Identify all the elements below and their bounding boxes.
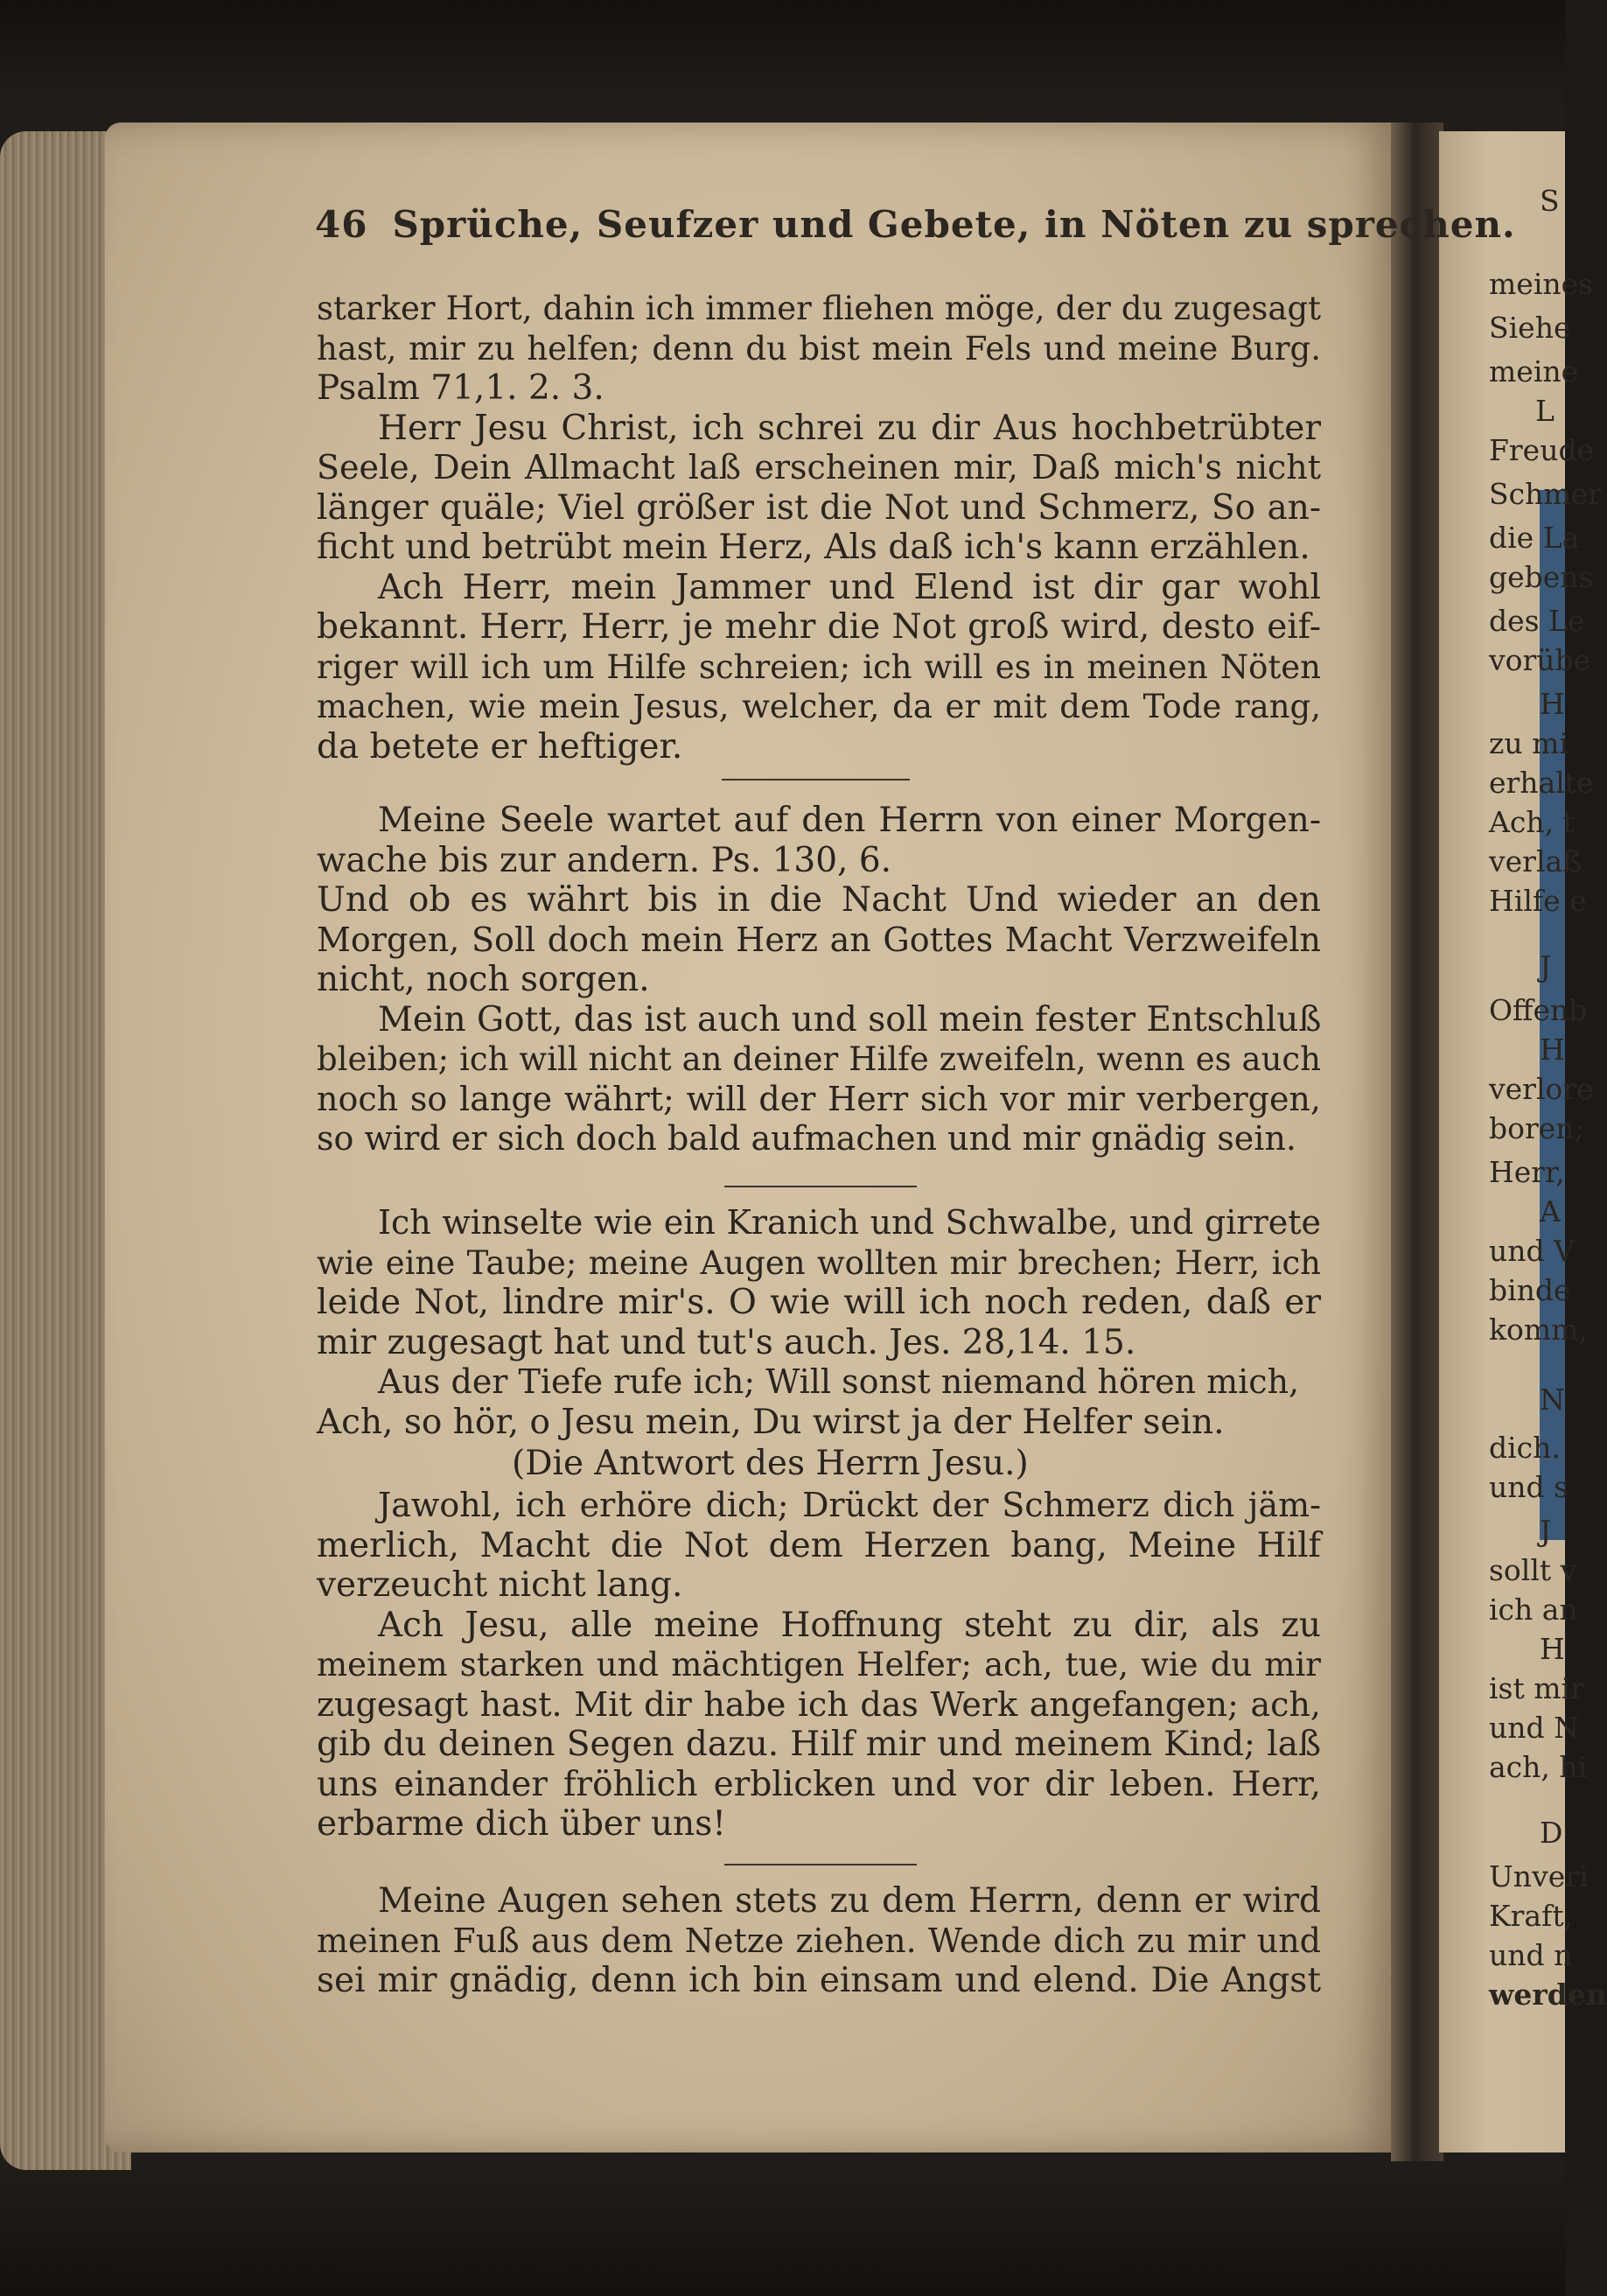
text-line: bekannt. Herr, Herr, je mehr die Not groß wird, desto eif-	[317, 607, 1321, 647]
text-block-3	[317, 1203, 1321, 1442]
right-page-fragment: Unveri	[1489, 1859, 1589, 1894]
right-page-fragment: Hilfe e	[1489, 884, 1587, 918]
text-line: Ich winselte wie ein Kranich und Schwalbe, und girrete	[378, 1203, 1321, 1242]
section-divider	[722, 779, 910, 780]
right-page-fragment: meines	[1489, 267, 1594, 301]
running-header	[315, 203, 1516, 246]
right-page-fragment: H	[1540, 1632, 1565, 1666]
text-line: riger will ich um Hilfe schreien; ich will es in meinen Nöten	[317, 648, 1321, 686]
right-page-fragment: L	[1535, 394, 1555, 428]
text-line: uns einander fröhlich erblicken und vor dir leben. Herr,	[317, 1764, 1321, 1804]
text-line: gib du deinen Segen dazu. Hilf mir und meinem Kind; laß	[317, 1725, 1321, 1764]
right-page-fragment: J	[1540, 949, 1552, 984]
text-line: nicht, noch sorgen.	[317, 960, 650, 999]
text-line: Meine Seele wartet auf den Herrn von einer Morgen-	[378, 801, 1321, 840]
text-line: zugesagt hast. Mit dir habe ich das Werk angefangen; ach,	[317, 1684, 1321, 1724]
right-page-fragment: H	[1540, 1032, 1565, 1067]
text-line: meinem starken und mächtigen Helfer; ach, tue, wie du mir	[317, 1646, 1321, 1684]
right-page-fragment: ist mir	[1489, 1671, 1584, 1705]
text-line: Und ob es währt bis in die Nacht Und wieder an den	[317, 880, 1321, 920]
right-page-fragment: verlore	[1489, 1072, 1594, 1106]
text-block-2	[317, 801, 1321, 1159]
text-line: Ach Herr, mein Jammer und Elend ist dir gar wohl	[378, 567, 1321, 607]
right-page-fragment: Offenb	[1489, 993, 1588, 1027]
text-line: leide Not, lindre mir's. O wie will ich noch reden, daß er	[317, 1283, 1321, 1322]
header-title: Sprüche, Seufzer und Gebete, in Nöten zu sprechen.	[392, 203, 1516, 246]
right-page-fragment: H	[1540, 687, 1565, 721]
text-line: Seele, Dein Allmacht laß erscheinen mir, Daß mich's nicht	[317, 448, 1321, 486]
text-line: Psalm 71,1. 2. 3.	[317, 368, 604, 408]
text-line: machen, wie mein Jesus, welcher, da er mit dem Tode rang,	[317, 688, 1321, 725]
right-page-fragment: Ach, t	[1489, 805, 1575, 839]
right-page-fragment: zu mi	[1489, 726, 1569, 760]
text-line: bleiben; ich will nicht an deiner Hilfe zweifeln, wenn es auch	[317, 1040, 1321, 1078]
right-page-fragment: boren;	[1489, 1111, 1584, 1145]
right-page-fragment: verlaß	[1489, 844, 1583, 878]
right-page-fragment: und V	[1489, 1234, 1575, 1268]
right-page-fragment: Kraft,	[1489, 1899, 1574, 1933]
right-page-fragment: N	[1540, 1382, 1565, 1417]
text-line: so wird er sich doch bald aufmachen und mir gnädig sein.	[317, 1119, 1296, 1158]
right-page-fragment: sollt v	[1489, 1553, 1577, 1587]
book-gutter	[1391, 122, 1443, 2161]
text-line: da betete er heftiger.	[317, 726, 683, 766]
right-page-fragment: und N	[1489, 1711, 1579, 1745]
right-page-fragment: A	[1540, 1194, 1561, 1228]
right-page-fragment: S	[1540, 184, 1560, 218]
text-line: Ach, so hör, o Jesu mein, Du wirst ja der Helfer sein.	[317, 1402, 1225, 1442]
text-line: Mein Gott, das ist auch und soll mein fester Entschluß	[378, 999, 1322, 1040]
text-line: hast, mir zu helfen; denn du bist mein Fels und meine Burg.	[317, 329, 1321, 368]
right-page-fragment: binde	[1489, 1273, 1571, 1307]
right-page-fragment: Freude	[1489, 433, 1595, 467]
text-line: meinen Fuß aus dem Netze ziehen. Wende dich zu mir und	[317, 1921, 1321, 1960]
caption-answer: (Die Antwort des Herrn Jesu.)	[512, 1444, 1029, 1483]
right-page-fragment: gebens	[1489, 560, 1594, 594]
text-line: wache bis zur andern. Ps. 130, 6.	[317, 840, 892, 880]
right-page-fragment: komm,	[1489, 1312, 1588, 1347]
text-line: erbarme dich über uns!	[317, 1804, 726, 1844]
text-line: Aus der Tiefe rufe ich; Will sonst niemand hören mich,	[378, 1362, 1300, 1401]
section-divider	[724, 1864, 917, 1866]
text-line: Herr Jesu Christ, ich schrei zu dir Aus hochbetrübter	[378, 408, 1321, 448]
right-page-fragment: dich.	[1489, 1431, 1561, 1465]
text-block-3b	[317, 1486, 1321, 1844]
text-line: wie eine Taube; meine Augen wollten mir brechen; Herr, ich	[317, 1243, 1321, 1282]
text-line: Jawohl, ich erhöre dich; Drückt der Schmerz dich jäm-	[378, 1486, 1321, 1524]
right-page-fragment: die La	[1489, 521, 1580, 555]
text-line: Morgen, Soll doch mein Herz an Gottes Macht Verzweifeln	[317, 920, 1321, 959]
right-page-fragment: meine	[1489, 354, 1579, 388]
text-line: Ach Jesu, alle meine Hoffnung steht zu dir, als zu	[378, 1605, 1321, 1645]
right-page-fragment: ach, hi	[1489, 1750, 1588, 1784]
page-number: 46	[315, 203, 368, 246]
text-line: ficht und betrübt mein Herz, Als daß ich's kann erzählen.	[317, 528, 1310, 567]
text-line: Meine Augen sehen stets zu dem Herrn, denn er wird	[378, 1881, 1321, 1921]
text-line: verzeucht nicht lang.	[317, 1565, 683, 1605]
text-line: starker Hort, dahin ich immer fliehen möge, der du zugesagt	[317, 290, 1321, 327]
text-block-4	[317, 1881, 1321, 2001]
text-line: merlich, Macht die Not dem Herzen bang, Meine Hilf	[317, 1525, 1321, 1565]
text-line: länger quäle; Viel größer ist die Not und Schmerz, So an-	[317, 487, 1321, 528]
right-page-fragment: und n	[1489, 1938, 1573, 1972]
right-page-fragment: ich an	[1489, 1592, 1578, 1627]
right-page-fragment: erhalte	[1489, 766, 1594, 800]
text-line: mir zugesagt hat und tut's auch. Jes. 28,14. 15.	[317, 1322, 1136, 1362]
text-block-1	[317, 289, 1321, 766]
right-page-fragment: werden	[1489, 1978, 1607, 2012]
right-page-fragment: Schmer	[1489, 477, 1602, 511]
right-page-fragment: vorübe	[1489, 643, 1591, 677]
text-line: sei mir gnädig, denn ich bin einsam und elend. Die Angst	[317, 1961, 1321, 2000]
right-page-fragment: D	[1540, 1816, 1563, 1850]
right-page-fragment: Herr,	[1489, 1155, 1565, 1189]
right-page-fragment: und s	[1489, 1470, 1569, 1504]
text-line: noch so lange währt; will der Herr sich vor mir verbergen,	[317, 1079, 1321, 1118]
right-page-fragment: J	[1540, 1514, 1552, 1548]
right-page-fragment: des Le	[1489, 604, 1585, 638]
section-divider	[724, 1186, 917, 1187]
right-page-fragment: Siehe	[1489, 311, 1571, 345]
